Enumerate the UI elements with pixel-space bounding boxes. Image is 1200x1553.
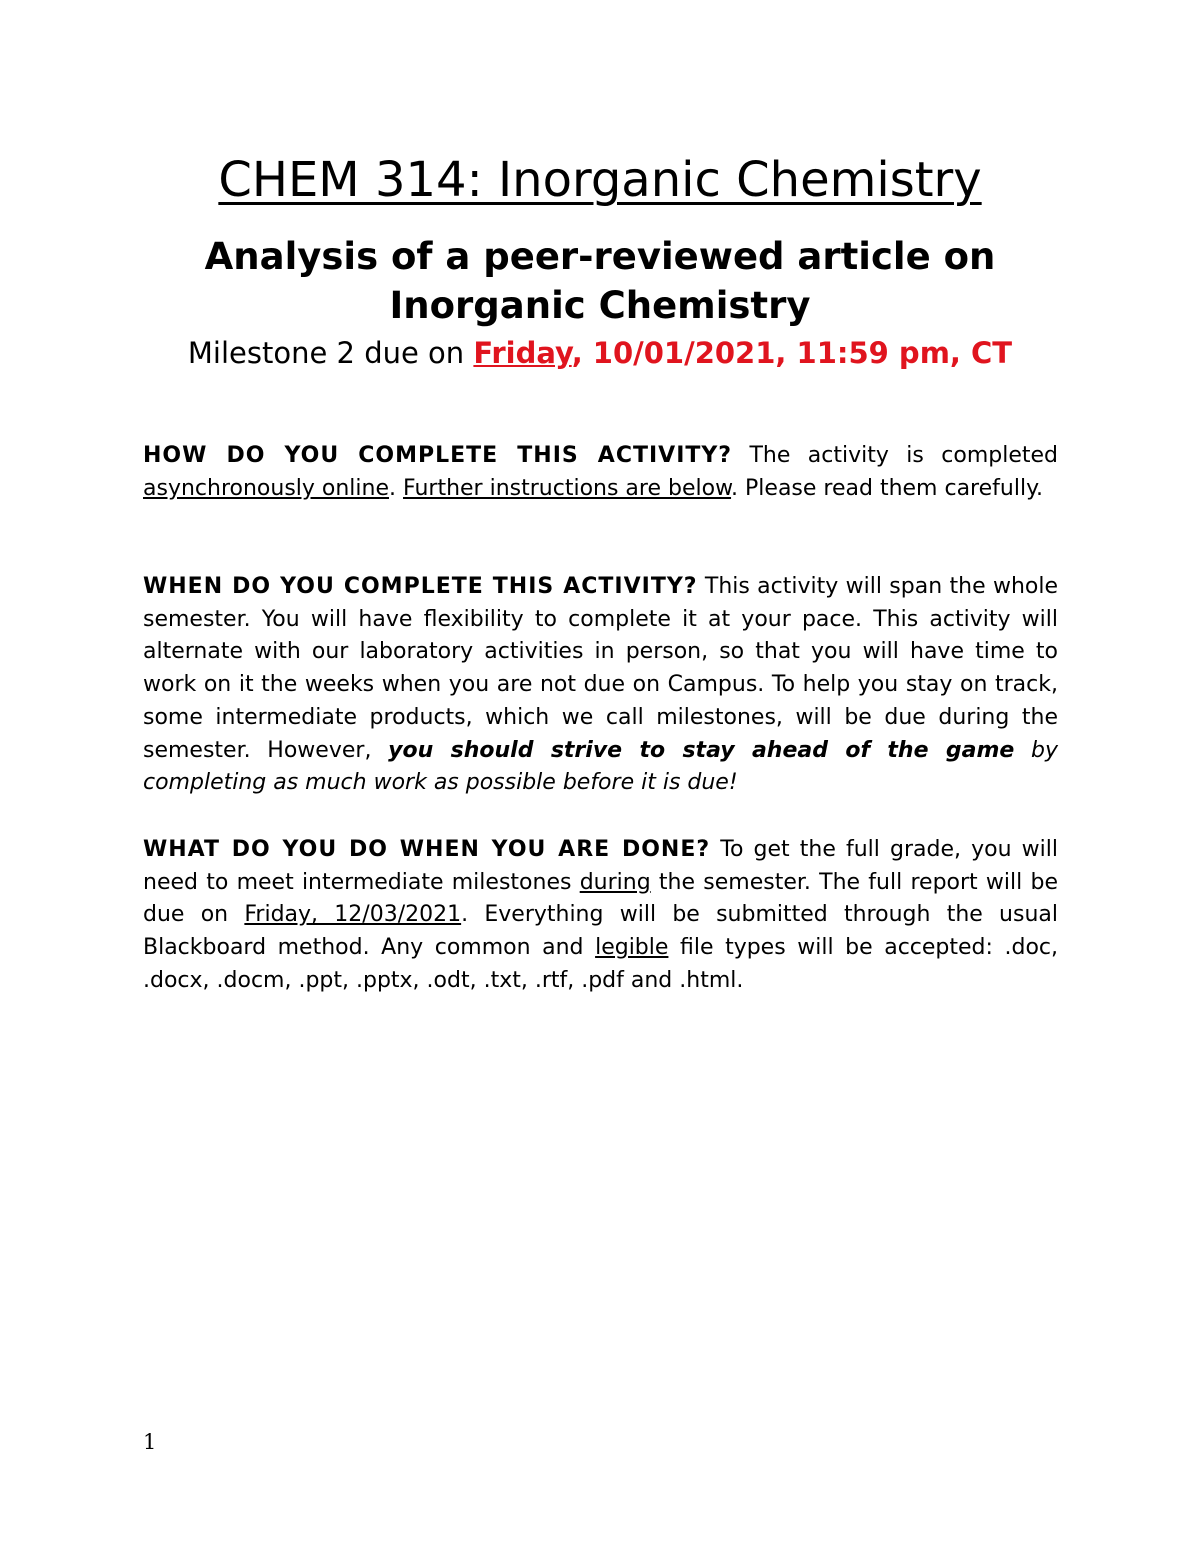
page-number: 1	[143, 1430, 157, 1454]
how-text-1: The activity is completed	[732, 443, 1058, 468]
assignment-subtitle: Analysis of a peer-reviewed article on Inorganic Chemistry	[204, 235, 996, 327]
when-text-1: This activity will span the whole semester. You will have flexibility to complete it at your pace. This activity will alternate with our laboratory activities in person, so that you will have time to work on it the weeks when you are not due on Campus. To help you stay on track, some intermediate products, which we call milestones, will be due during the semester. However,	[143, 574, 1058, 763]
course-title: CHEM 314: Inorganic Chemistry	[218, 152, 982, 208]
legible-text: legible	[595, 935, 669, 961]
what-text-1: To get the full grade, you will need to meet intermediate milestones	[143, 837, 1058, 895]
how-paragraph	[143, 440, 1058, 505]
what-text-4: file types will be accepted: .doc, .docx, .docm, .ppt, .pptx, .odt, .txt, .rtf, .pdf and .html.	[143, 935, 1058, 993]
during-text: during	[579, 869, 651, 895]
when-emphasis-italic: by completing as much work as possible before it is due!	[143, 737, 1059, 796]
how-text-3: . Please read them carefully.	[731, 475, 1043, 501]
due-day: Friday	[473, 336, 572, 370]
what-heading: WHAT DO YOU DO WHEN YOU ARE DONE?	[143, 837, 711, 862]
final-due-date: Friday, 12/03/2021	[244, 902, 462, 928]
what-text-3: . Everything will be submitted through the usual Blackboard method. Any common and	[143, 902, 1058, 961]
due-prefix: Milestone 2 due on	[187, 336, 474, 370]
what-paragraph	[143, 834, 1058, 998]
when-paragraph	[143, 571, 1058, 800]
due-date-line	[150, 334, 1050, 373]
when-heading: WHEN DO YOU COMPLETE THIS ACTIVITY?	[143, 574, 698, 599]
how-heading: HOW DO YOU COMPLETE THIS ACTIVITY?	[143, 443, 733, 468]
due-date-time: , 10/01/2021, 11:59 pm, CT	[571, 336, 1013, 370]
asynchronously-online-text: asynchronously online	[143, 475, 390, 501]
further-instructions-text: Further instructions are below	[403, 475, 732, 501]
what-text-2: the semester. The full report will be due on	[143, 869, 1058, 928]
how-text-2: .	[389, 475, 404, 501]
when-emphasis-bold: you should strive to stay ahead of the game	[388, 737, 1015, 763]
